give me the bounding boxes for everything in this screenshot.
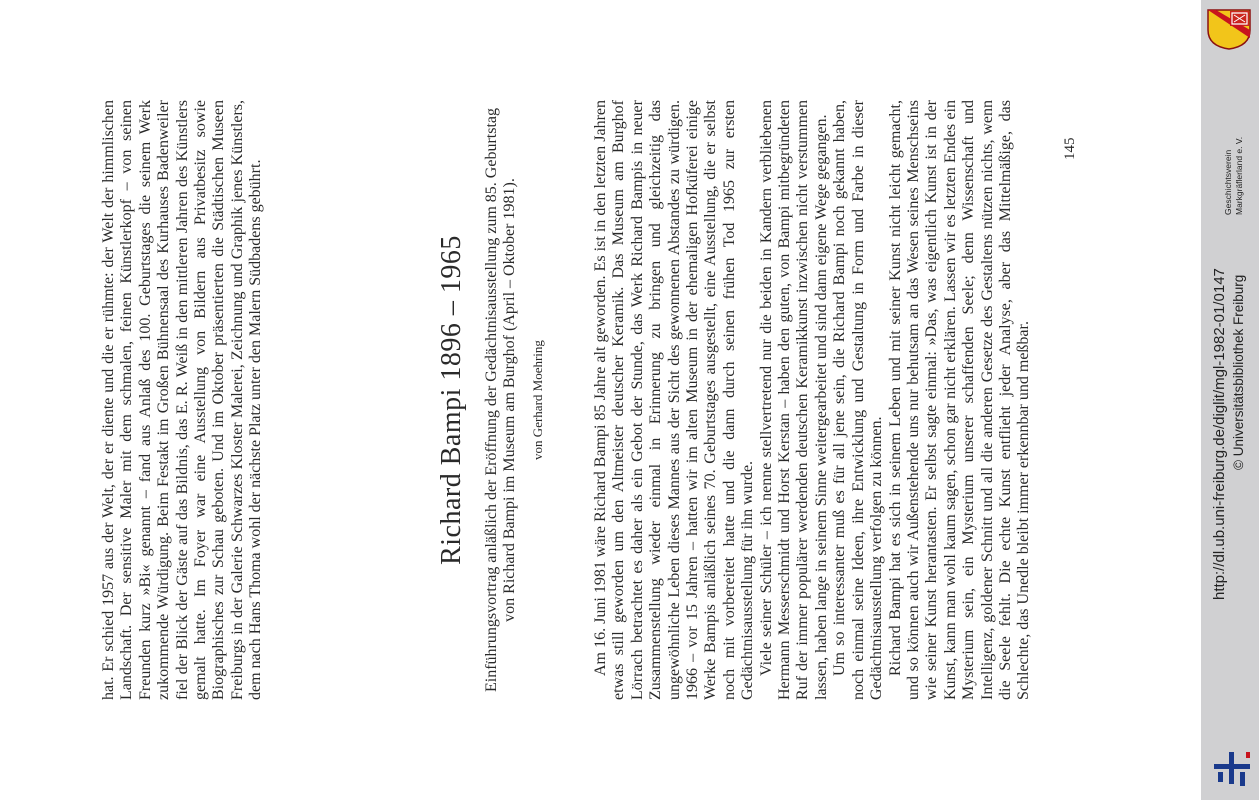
body-paragraph: Am 16. Juni 1981 wäre Richard Bampi 85 Jahre alt geworden. Es ist in den letzten Jahren etwas still geworden um den Altmeister deutscher Keramik. Das Museum am Burghof Lörrach betrachtet es daher als ein Gebot der Stunde, das Werk Richard Bampis in neuer Zusammenstellung wieder einmal in Erinnerung zu bringen und gleichzeitig das ungewöhnliche Leben dieses Mannes aus der Sicht des gewonnenen Abstandes zu würdigen. 1966 – vor 15 Jahren – hatten wir im alten Museum in der ehemaligen Hofküferei einige Werke Bampis anläßlich seines 70. Geburtstages ausgestellt, eine Ausstellung, die er selbst noch mit vorbereitet hatte und die dann durch seinen frühen Tod 1965 zur ersten Gedächtnisausstellung für ihn wurde. <box>592 100 757 700</box>
library-mark-icon <box>1210 748 1254 788</box>
top-paragraph-block <box>100 100 266 700</box>
society-name <box>1223 137 1245 215</box>
copyright-notice: © Universitätsbibliothek Freiburg <box>1231 274 1246 470</box>
strip-text-layer <box>1201 0 1259 800</box>
article-heading <box>435 100 546 700</box>
coat-of-arms-logo-icon <box>1206 8 1252 50</box>
body-paragraph: Richard Bampi hat es sich in seinem Leben und mit seiner Kunst nicht leicht gemacht, und so können auch wir Außenstehende uns nur behutsam an das Wesen seines Menschseins wie seiner Kunst herantasten. Er selbst sagte einmal: »Das, was eigentlich Kunst ist in der Kunst, kann man wohl kaum sagen, schon gar nicht erklären. Lassen wir es letzten Endes ein Mysterium sein, ein Mysterium unserer schaffenden Seele; denn Wissenschaft und Intelligenz, goldener Schnitt und all die anderen Gesetze des Gestaltens nützen nichts, wenn die Seele fehlt. Die echte Kunst entflieht jeder Analyse, aber das Mittelmäßige, das Schlechte, das Unedle bleibt immer erkennbar und meßbar. <box>886 100 1033 700</box>
article-body <box>592 100 1034 700</box>
article-subtitle: Einführungsvortrag anläßlich der Eröffnung der Gedächtnisausstellung zum 85. Geburtstag von Richard Bampi im Museum am Burghof (April – Oktober 1981). <box>483 108 519 692</box>
source-url-link[interactable]: http://dl.ub.uni-freiburg.de/diglit/mgl-1982-01/0147 <box>1211 268 1228 600</box>
body-paragraph: Um so interessanter muß es für all jene sein, die Richard Bampi noch gekannt haben, noch einmal seine Ideen, ihre Entwicklung und Gestaltung in Form und Farbe in dieser Gedächtnisausstellung verfolgen zu können. <box>831 100 886 700</box>
page-number: 145 <box>1062 137 1078 160</box>
article-title: Richard Bampi 1896 – 1965 <box>436 235 467 565</box>
article-byline: von Gerhard Moehring <box>529 340 545 460</box>
society-name-line: Markgräflerland e. V. <box>1234 136 1244 215</box>
society-name-line: Geschichtsverein <box>1223 149 1233 215</box>
body-paragraph: Viele seiner Schüler – ich nenne stellvertretend nur die beiden in Kandern verbliebenen Hermann Messerschmidt und Horst Kerstan – haben den guten, von Bampi mitbegründeten Ruf der immer populärer werdenden deutschen Keramikkunst inzwischen nicht verstummen lassen, haben lange in seinem Sinne weitergearbeitet und sind dann eigene Wege gegangen. <box>757 100 830 700</box>
top-paragraph: hat. Er schied 1957 aus der Welt, der er diente und die er rühmte: der Welt der himmlischen Landschaft. Der sensitive Maler mit dem schmalen, feinen Künstlerkopf – von seinen Freunden kurz »Bi« genannt – fand aus Anlaß des 100. Geburtstages die seinem Werk zukommende Würdigung. Beim Festakt im Großen Bühnensaal des Kurhauses Badenweiler fiel der Blick der Gäste auf das Bildnis, das E. R. Weiß in den mittleren Jahren des Künstlers gemalt hatte. Im Foyer war eine Ausstellung von Bildern aus Privatbesitz sowie Biographisches zur Schau geboten. Und im Oktober präsentierten die Städtischen Museen Freiburgs in der Galerie Schwarzes Kloster Malerei, Zeichnung und Graphik jenes Künstlers, dem nach Hans Thoma wohl der nächste Platz unter den Malern Südbadens gebührt. <box>100 100 265 700</box>
